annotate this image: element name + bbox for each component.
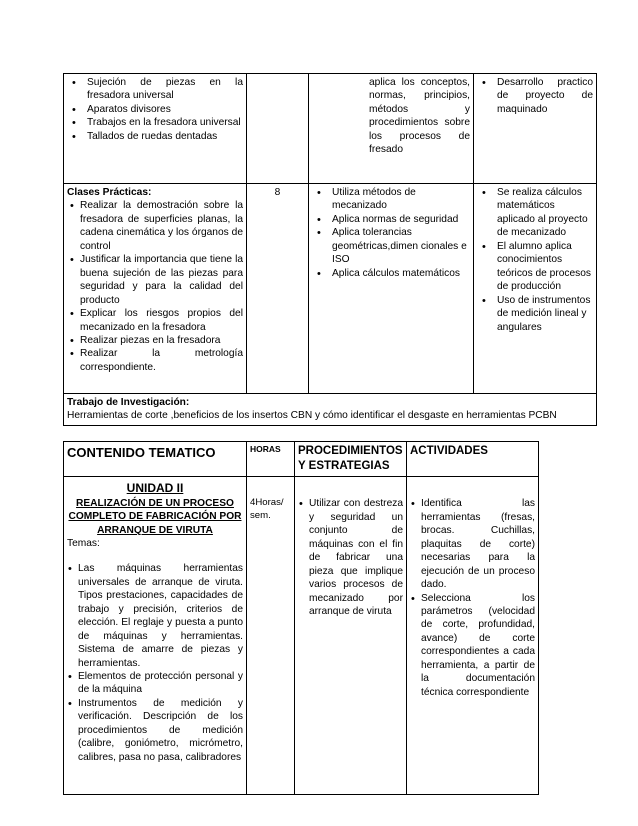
hours-cell	[247, 477, 295, 795]
list-item: • Uso de instrumentos de medición lineal y angulares	[477, 294, 593, 334]
table-row	[64, 184, 597, 394]
content-cell	[64, 477, 247, 795]
header-procedimientos: PROCEDIMIENTOS Y ESTRATEGIAS	[295, 442, 407, 477]
list-item: • Aparatos divisores	[67, 103, 243, 116]
list-item: • Utiliza métodos de mecanizado	[312, 186, 470, 213]
list-item: • Se realiza cálculos matemáticos aplicado al proyecto de mecanizado	[477, 186, 593, 240]
content-cell	[64, 74, 247, 184]
activities-cell	[474, 74, 597, 184]
list-item: • Aplica normas de seguridad	[312, 213, 470, 226]
activities-list	[477, 186, 593, 334]
list-item: • Aplica cálculos matemáticos	[312, 267, 470, 280]
procedures-text: aplica los conceptos, normas, principios, métodos y procedimientos sobre los procesos de fresado	[369, 77, 470, 156]
unit-title: UNIDAD II	[126, 481, 184, 496]
research-title: Trabajo de Investigación:	[67, 397, 190, 408]
list-item: • Desarrollo practico de proyecto de maquinado	[477, 76, 593, 116]
hours-cell	[247, 184, 309, 394]
list-item: • Aplica tolerancias geométricas,dimen cionales e ISO	[312, 226, 470, 266]
list-item: • Trabajos en la fresadora universal	[67, 116, 243, 129]
table-row	[64, 74, 597, 184]
header-actividades: ACTIVIDADES	[407, 442, 539, 477]
header-row	[64, 442, 539, 477]
content-cell	[64, 184, 247, 394]
research-cell	[64, 394, 597, 426]
procedures-cell	[295, 477, 407, 795]
list-item: • Identifica las herramientas (fresas, brocas. Cuchillas, plaquitas de corte) necesarias para la ejecución de un proceso dado.	[410, 497, 535, 591]
list-item: • Explicar los riesgos propios del mecanizado en la fresadora	[69, 307, 243, 334]
list-item: • Tallados de ruedas dentadas	[67, 130, 243, 143]
activities-cell	[407, 477, 539, 795]
list-item: • Realizar la metrología correspondiente.	[69, 347, 243, 374]
procedures-list	[312, 186, 470, 280]
list-item: • Sujeción de piezas en la fresadora universal	[67, 76, 243, 103]
header-horas: HORAS	[247, 442, 295, 477]
unit-subtitle: REALIZACIÓN DE UN PROCESO COMPLETO DE FABRICACIÓN POR ARRANQUE DE VIRUTA	[68, 498, 242, 536]
list-item: • Instrumentos de medición y verificación. Descripción de los procedimientos de medición (calibre, goniómetro, micrómetro, calibres, pasa no pasa, calibradores	[67, 697, 243, 764]
hours-cell	[247, 74, 309, 184]
header-contenido: CONTENIDO TEMATICO	[64, 442, 247, 477]
practical-classes-title: Clases Prácticas:	[67, 187, 152, 198]
activities-list	[410, 497, 535, 699]
list-item: • El alumno aplica conocimientos teóricos de procesos de producción	[477, 240, 593, 294]
hours-value: 4Horas/ sem.	[250, 497, 284, 521]
list-item: • Realizar la demostración sobre la fresadora de superficies planas, la cadena cinemática y los órganos de control	[69, 199, 243, 253]
table-unit-i-continuation	[63, 73, 597, 426]
research-text: Herramientas de corte ,beneficios de los insertos CBN y cómo identificar el desgaste en herramientas PCBN	[67, 410, 557, 422]
procedures-list	[298, 497, 403, 618]
procedures-cell	[309, 184, 474, 394]
temas-label: Temas:	[67, 537, 100, 549]
list-item: • Las máquinas herramientas universales de arranque de viruta. Tipos prestaciones, capacidades de trabajo y precisión, criterios de elección. El reglaje y puesta a punto de máquinas y herramientas. Sistema de amarre de piezas y herramientas.	[67, 562, 243, 670]
table-unit-ii	[63, 441, 539, 795]
list-item: • Elementos de protección personal y de la máquina	[67, 670, 243, 697]
content-list	[67, 76, 243, 143]
list-item: • Realizar piezas en la fresadora	[69, 334, 243, 347]
hours-value: 8	[274, 187, 281, 198]
temas-list	[67, 562, 243, 764]
list-item: • Utilizar con destreza y seguridad un conjunto de máquinas con el fin de fabricar una pieza que implique varios procesos de mecanizado por arranque de viruta	[298, 497, 403, 618]
list-item: • Selecciona los parámetros (velocidad de corte, profundidad, avance) de corte correspondientes a cada herramienta, a partir de la documentación técnica correspondiente	[410, 592, 535, 700]
table-row	[64, 477, 539, 795]
table-row	[64, 394, 597, 426]
list-item: • Justificar la importancia que tiene la buena sujeción de las piezas para seguridad y para la calidad del producto	[69, 253, 243, 307]
content-list	[67, 199, 243, 374]
activities-list	[477, 76, 593, 116]
procedures-cell	[309, 74, 474, 184]
activities-cell	[474, 184, 597, 394]
